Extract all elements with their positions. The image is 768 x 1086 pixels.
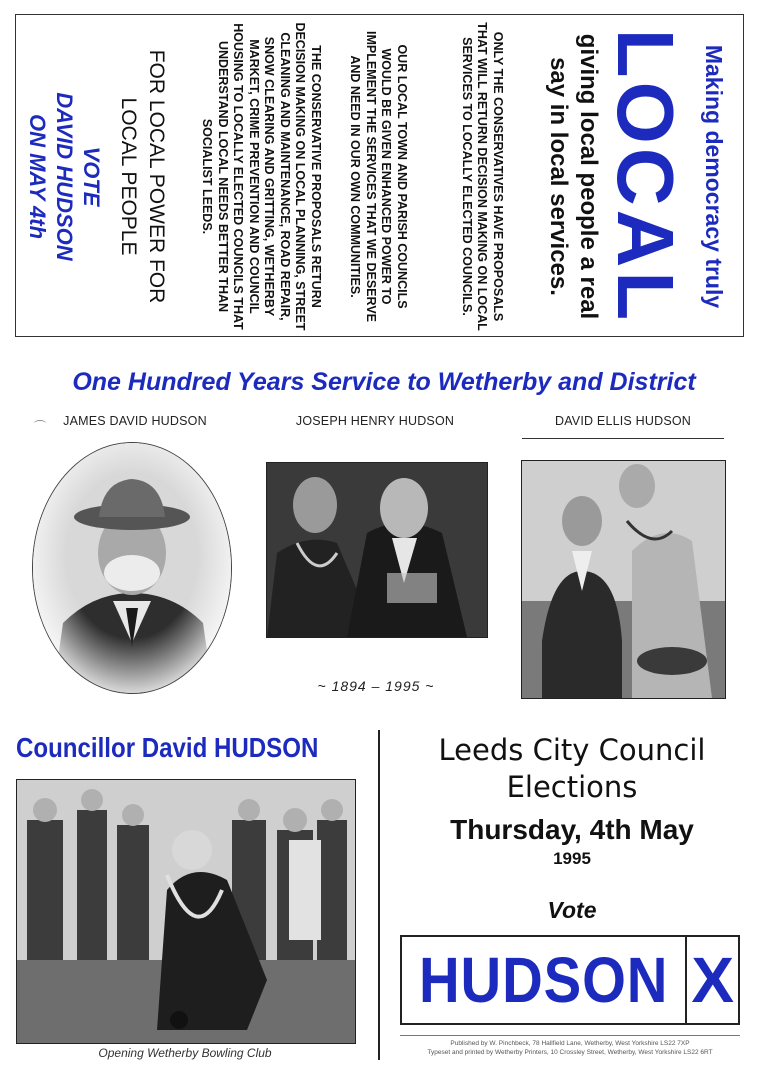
service-dates: ~ 1894 – 1995 ~ — [317, 678, 435, 694]
councillor-title: Councillor David HUDSON — [16, 732, 319, 763]
portrait-name-joseph: JOSEPH HENRY HUDSON — [295, 414, 455, 428]
election-year: 1995 — [553, 849, 591, 868]
conservatives-proposals-text: ONLY THE CONSERVATIVES HAVE PROPOSALS THAT WILL RETURN DECISION MAKING ON LOCAL SERVICES TO LOCALLY ELECTED COUNCILS. — [460, 22, 505, 331]
ballot-candidate-text: HUDSON — [419, 944, 669, 1016]
ballot-mark: X — [691, 944, 735, 1016]
election-date: Thursday, 4th May — [450, 814, 694, 845]
vertical-divider — [378, 730, 380, 1060]
vote-date: ON MAY 4th — [25, 113, 50, 240]
vote-label: Vote — [547, 897, 597, 923]
making-democracy-heading: Making democracy truly — [701, 44, 727, 309]
decision-making-text: THE CONSERVATIVE PROPOSALS RETURN DECISION MAKING ON LOCAL PLANNING, STREET CLEANING AND MAINTENANCE, ROAD REPAIR, SNOW CLEARING AND GRITTING, WETHERBY MARKET, CRIME PREVENTION AND COUNCIL HOUSING TO LOCALLY ELECTED COUNCILS THAT UNDERSTAND LOCAL NEEDS BETTER THAN SOCIALIST LEEDS. — [200, 22, 323, 331]
parish-councils-text: OUR LOCAL TOWN AND PARISH COUNCILS WOULD BE GIVEN ENHANCED POWER TO IMPLEMENT THE SERVICES THAT WE DESERVE AND NEED IN OUR OWN COMMUNITIES. — [348, 30, 409, 322]
council-name: Leeds City Council — [438, 733, 706, 767]
portrait-james-photo — [32, 442, 232, 694]
rotated-content — [16, 15, 744, 337]
local-heading: LOCAL — [601, 28, 690, 325]
publisher-imprint: Published by W. Pinchbeck, 78 Hallfield Lane, Wetherby, West Yorkshire LS22 7XP — [450, 1040, 690, 1047]
ballot-candidate — [402, 937, 687, 1023]
heritage-title: One Hundred Years Service to Wetherby and District — [72, 368, 696, 396]
label-underline — [522, 438, 724, 439]
elections-label: Elections — [506, 770, 638, 804]
vote-slogan — [21, 21, 105, 332]
imprint-rule — [400, 1035, 740, 1036]
portrait-joseph-photo — [266, 462, 488, 638]
local-say-subheading: giving local people a real say in local services. — [545, 33, 602, 320]
portrait-name-james: JAMES DAVID HUDSON — [63, 414, 207, 428]
local-power-slogan: FOR LOCAL POWER FOR LOCAL PEOPLE — [117, 49, 168, 304]
portrait-name-david: DAVID ELLIS HUDSON — [554, 414, 692, 428]
bowling-club-photo — [16, 779, 356, 1044]
top-leaflet-panel — [15, 14, 744, 337]
printer-imprint: Typeset and printed by Wetherby Printers, 10 Crossley Street, Wetherby, West Yorkshire LS22 6RT — [427, 1049, 713, 1056]
portrait-david-photo — [521, 460, 726, 699]
vote-word: VOTE — [79, 146, 104, 207]
ballot-box — [400, 935, 740, 1025]
candidate-name: DAVID HUDSON — [52, 92, 77, 261]
bowling-club-caption: Opening Wetherby Bowling Club — [98, 1046, 272, 1060]
